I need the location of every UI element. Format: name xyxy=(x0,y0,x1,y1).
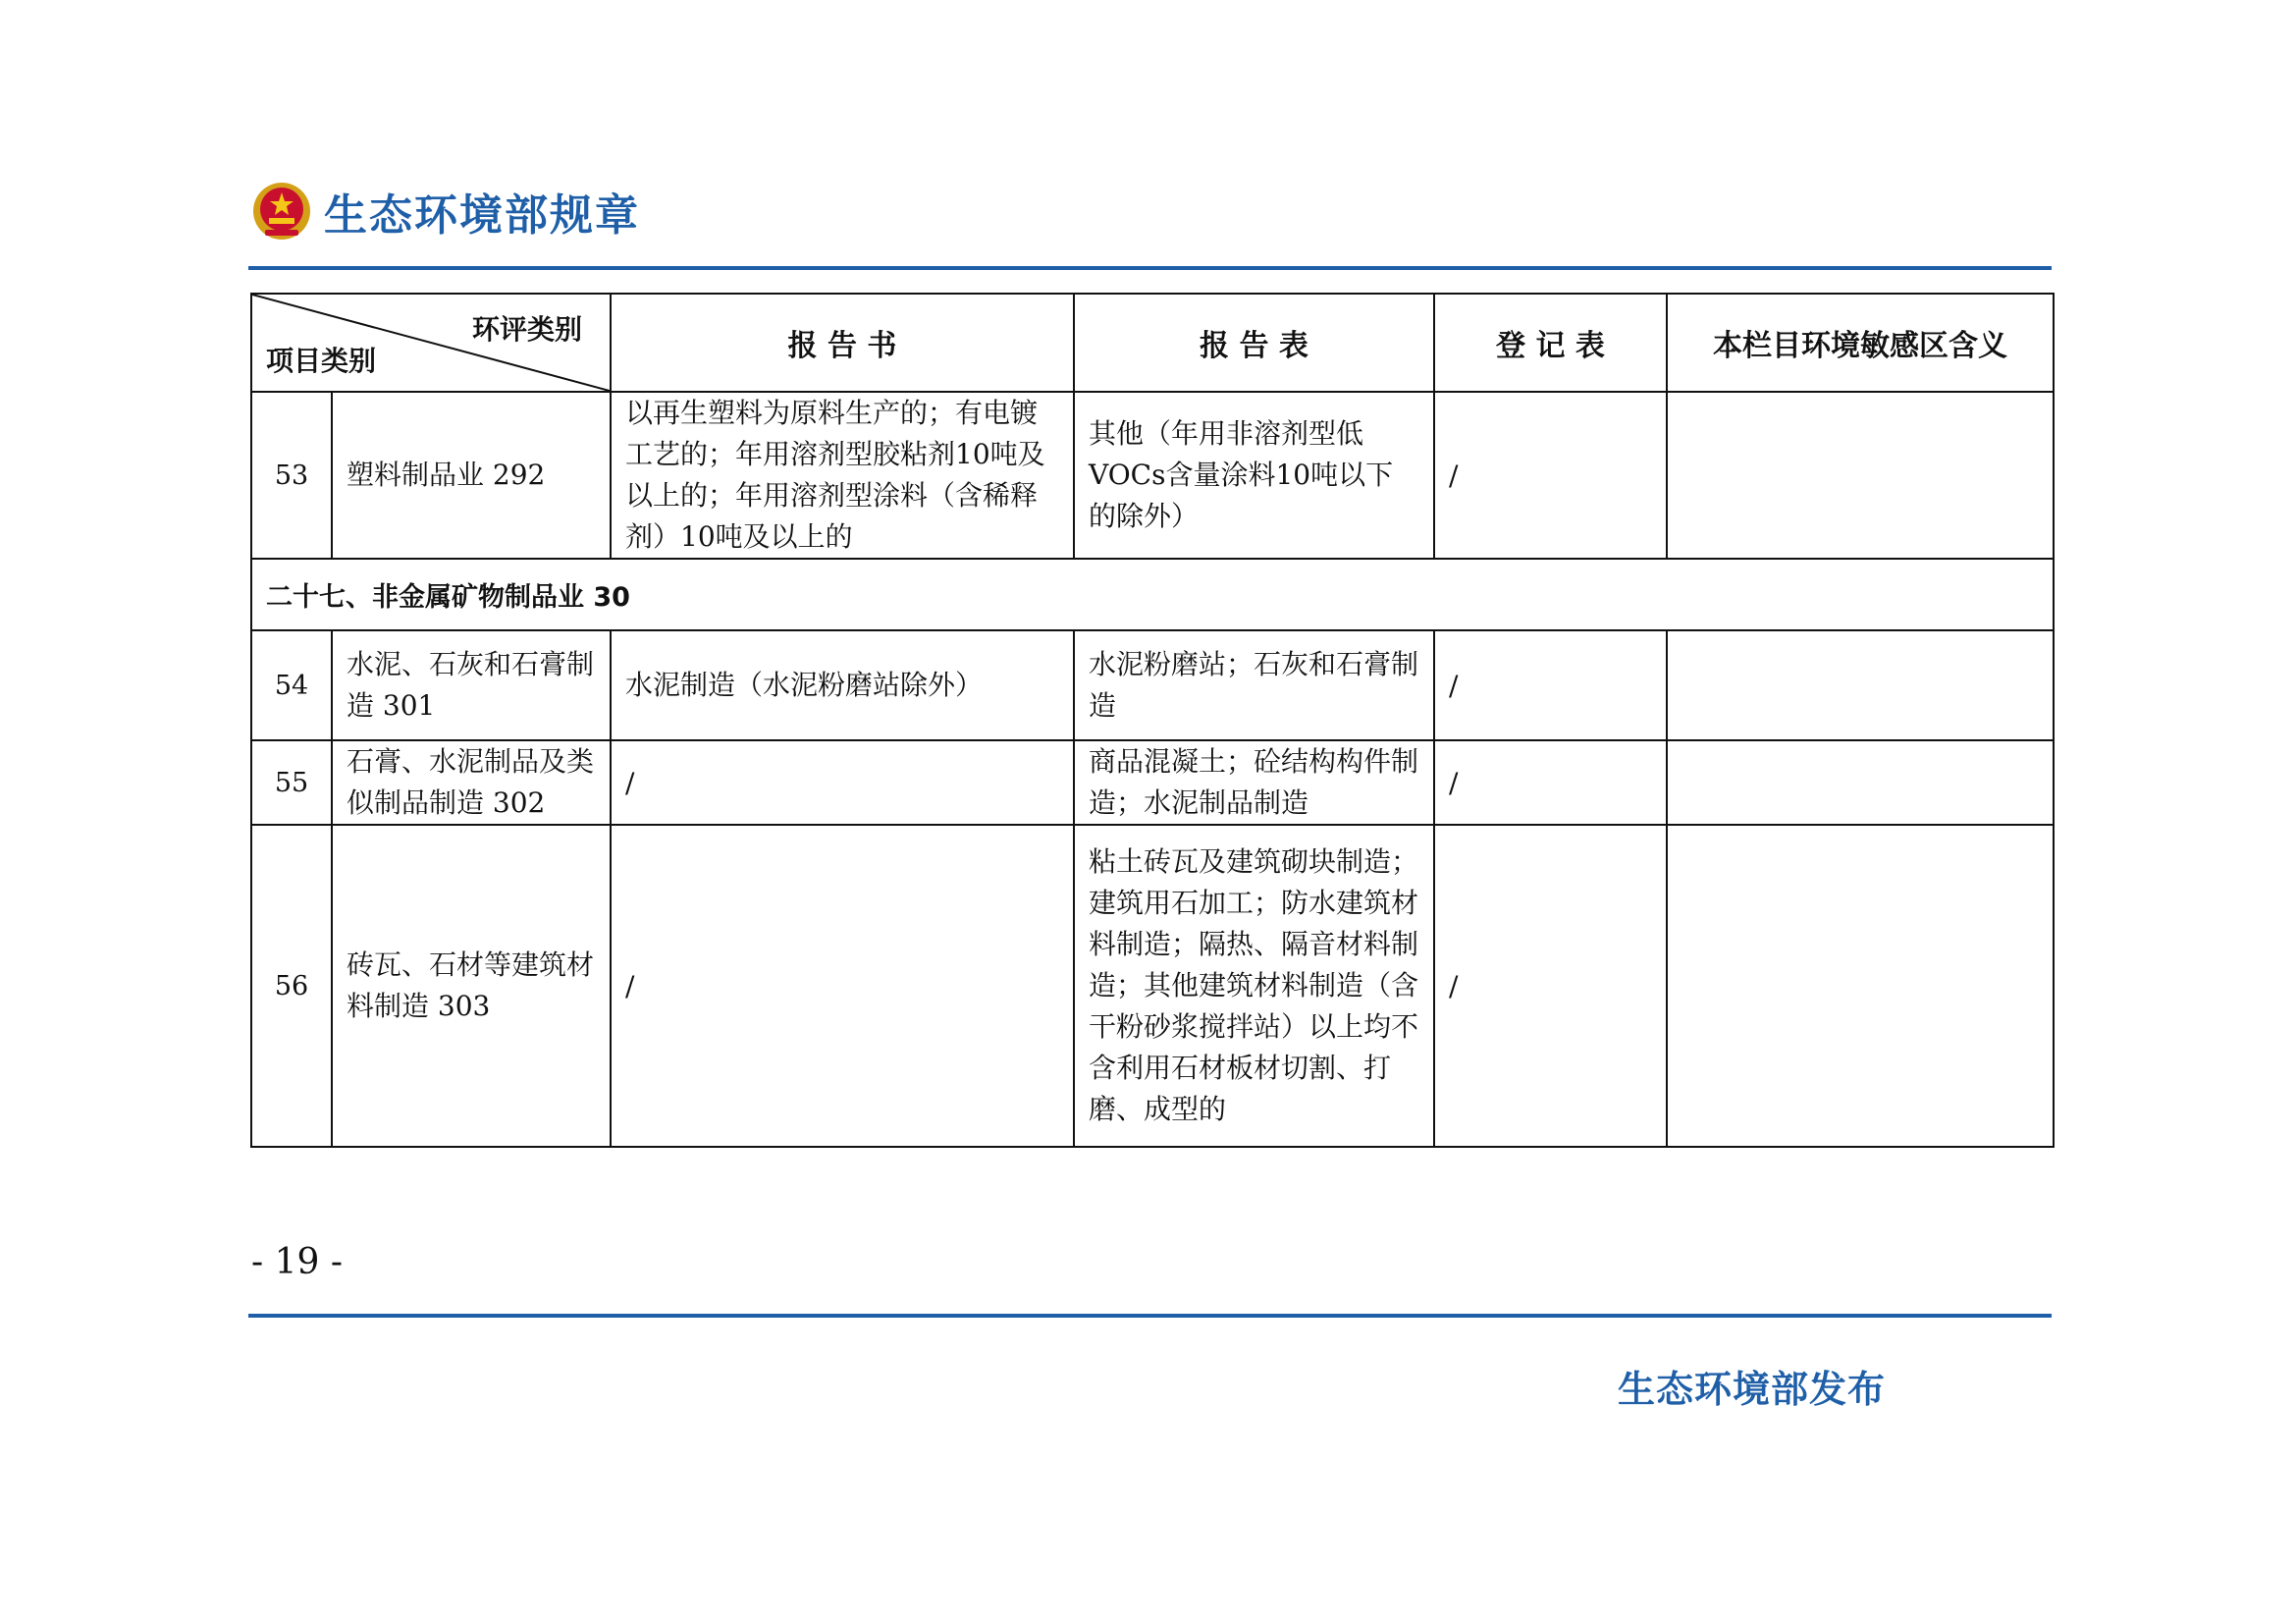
registration-cell: / xyxy=(1434,392,1667,559)
section-title: 二十七、非金属矿物制品业 30 xyxy=(251,559,2054,630)
table-row xyxy=(251,392,2054,559)
project-category-label: 项目类别 xyxy=(266,345,377,377)
project-category: 石膏、水泥制品及类似制品制造 302 xyxy=(332,740,611,825)
sensitive-area-cell xyxy=(1667,630,2054,740)
project-category: 砖瓦、石材等建筑材料制造 303 xyxy=(332,825,611,1147)
column-header-report-book: 报 告 书 xyxy=(611,294,1074,392)
report-form-cell: 商品混凝土；砼结构构件制造；水泥制品制造 xyxy=(1074,740,1434,825)
header-title: 生态环境部规章 xyxy=(324,190,640,241)
registration-cell: / xyxy=(1434,630,1667,740)
page-header xyxy=(251,177,640,245)
national-emblem-icon xyxy=(251,181,312,242)
row-number: 54 xyxy=(251,630,332,740)
table-row xyxy=(251,630,2054,740)
sensitive-area-cell xyxy=(1667,392,2054,559)
section-row xyxy=(251,559,2054,630)
registration-cell: / xyxy=(1434,740,1667,825)
report-book-cell: / xyxy=(611,740,1074,825)
report-book-cell: 以再生塑料为原料生产的；有电镀工艺的；年用溶剂型胶粘剂10吨及以上的；年用溶剂型涂料（含稀释剂）10吨及以上的 xyxy=(611,392,1074,559)
row-number: 56 xyxy=(251,825,332,1147)
diagonal-header-cell xyxy=(251,294,611,392)
sensitive-area-cell xyxy=(1667,740,2054,825)
report-book-cell: / xyxy=(611,825,1074,1147)
header-rule xyxy=(248,266,2052,270)
row-number: 55 xyxy=(251,740,332,825)
footer-rule xyxy=(248,1314,2052,1318)
table-row xyxy=(251,825,2054,1147)
registration-cell: / xyxy=(1434,825,1667,1147)
column-header-registration: 登 记 表 xyxy=(1434,294,1667,392)
table-row xyxy=(251,740,2054,825)
column-header-report-form: 报 告 表 xyxy=(1074,294,1434,392)
report-form-cell: 其他（年用非溶剂型低VOCs含量涂料10吨以下的除外） xyxy=(1074,392,1434,559)
report-form-cell: 水泥粉磨站；石灰和石膏制造 xyxy=(1074,630,1434,740)
row-number: 53 xyxy=(251,392,332,559)
publisher-label: 生态环境部发布 xyxy=(1618,1368,1887,1411)
report-form-cell: 粘土砖瓦及建筑砌块制造；建筑用石加工；防水建筑材料制造；隔热、隔音材料制造；其他建筑材料制造（含干粉砂浆搅拌站）以上均不含利用石材板材切割、打磨、成型的 xyxy=(1074,825,1434,1147)
table-header-row xyxy=(251,294,2054,392)
sensitive-area-cell xyxy=(1667,825,2054,1147)
classification-table xyxy=(250,293,2055,1148)
env-category-label: 环评类别 xyxy=(471,313,582,346)
project-category: 水泥、石灰和石膏制造 301 xyxy=(332,630,611,740)
report-book-cell: 水泥制造（水泥粉磨站除外） xyxy=(611,630,1074,740)
column-header-sensitive-area: 本栏目环境敏感区含义 xyxy=(1667,294,2054,392)
page-number: - 19 - xyxy=(251,1242,344,1282)
project-category: 塑料制品业 292 xyxy=(332,392,611,559)
